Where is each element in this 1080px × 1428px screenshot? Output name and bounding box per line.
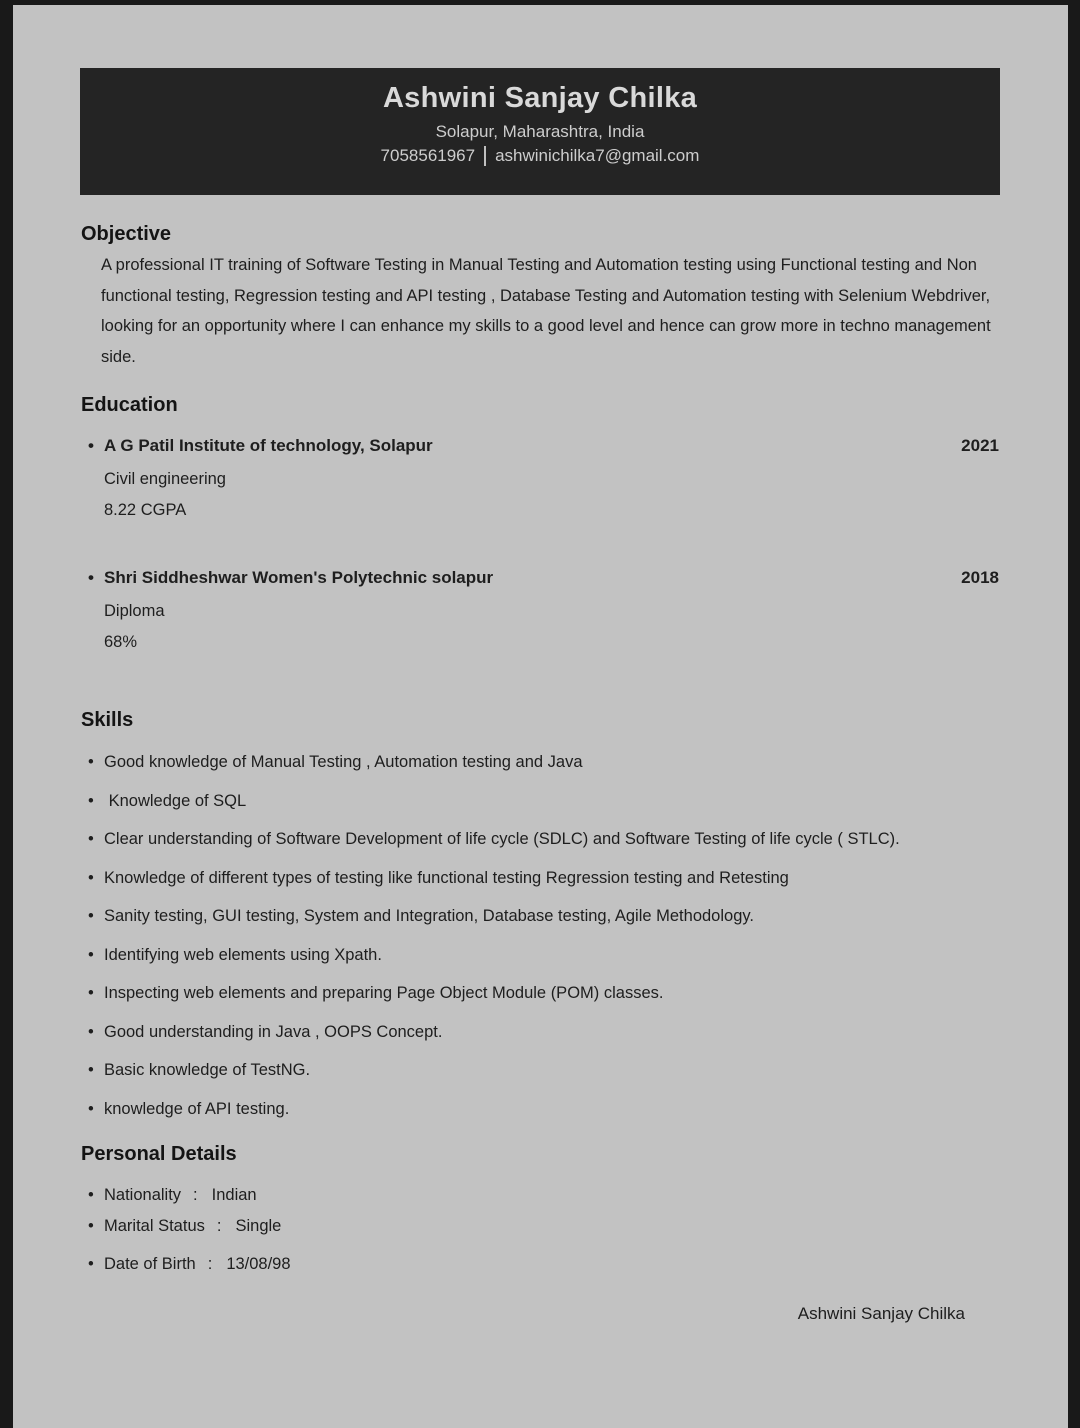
- score-value: 68%: [104, 633, 138, 651]
- skill-item: [81, 901, 999, 932]
- skill-item: [81, 824, 999, 855]
- bullet-icon: •: [88, 1254, 94, 1273]
- skill-text: Knowledge of different types of testing like functional testing Regression testing and Retesting: [104, 868, 789, 887]
- skill-item: [81, 1017, 999, 1048]
- signature-name: Ashwini Sanjay Chilka: [797, 1303, 965, 1323]
- detail-label: Marital Status: [104, 1216, 205, 1235]
- bullet-icon: •: [88, 1099, 94, 1118]
- education-list: [81, 433, 999, 658]
- skill-item: [81, 863, 999, 894]
- bullet-icon: •: [88, 984, 94, 1002]
- header-band: [80, 68, 1000, 195]
- bullet-icon: •: [88, 791, 94, 810]
- candidate-name: Ashwini Sanjay Chilka: [382, 82, 698, 114]
- education-details: [104, 596, 999, 658]
- skill-text: Identifying web elements using Xpath.: [104, 945, 382, 964]
- education-year: 2021: [961, 436, 999, 455]
- section-title-education: Education: [81, 394, 178, 416]
- candidate-location: Solapur, Maharashtra, India: [435, 122, 645, 141]
- detail-colon: :: [193, 1185, 198, 1204]
- bullet-icon: •: [88, 907, 94, 925]
- education-item: [81, 565, 999, 658]
- bullet-icon: •: [88, 1185, 94, 1204]
- skill-text: Sanity testing, GUI testing, System and Integration, Database testing, Agile Methodology.: [104, 907, 754, 925]
- degree-name: Diploma: [104, 602, 165, 620]
- skill-item: [81, 1094, 999, 1125]
- bullet-icon: •: [88, 568, 94, 587]
- degree-name: Civil engineering: [104, 470, 226, 488]
- skill-text: Inspecting web elements and preparing Page Object Module (POM) classes.: [104, 984, 664, 1002]
- section-title-objective: Objective: [81, 223, 172, 245]
- skill-item: [81, 940, 999, 971]
- bullet-icon: •: [88, 830, 94, 848]
- skill-item: [81, 978, 999, 1009]
- detail-value: Indian: [211, 1185, 257, 1204]
- email-address: ashwinichilka7@gmail.com: [495, 146, 700, 165]
- bullet-icon: •: [88, 436, 94, 455]
- skill-text: Good knowledge of Manual Testing , Automation testing and Java: [104, 753, 583, 771]
- skill-item: [81, 1055, 999, 1086]
- resume-body: [81, 195, 999, 1324]
- bullet-icon: •: [88, 753, 94, 771]
- bullet-icon: •: [88, 945, 94, 964]
- education-heading-row: [81, 565, 999, 591]
- vertical-divider: [484, 146, 486, 166]
- bullet-icon: •: [88, 1061, 94, 1079]
- institution-name: Shri Siddheshwar Women's Polytechnic solapur: [104, 568, 494, 587]
- bullet-icon: •: [88, 1216, 94, 1235]
- personal-detail-item: [81, 1252, 999, 1276]
- resume-page: [13, 5, 1068, 1428]
- objective-paragraph: A professional IT training of Software Testing in Manual Testing and Automation testing using Functional testing and Non functional testing, Regression testing and API testing , Database Testing and Automation testing with Selenium Webdriver, looking for an opportunity where I can enhance my skills to a good level and hence can grow more in techno management side.: [101, 256, 996, 366]
- institution-name: A G Patil Institute of technology, Solapur: [104, 436, 433, 455]
- bullet-icon: •: [88, 868, 94, 887]
- detail-colon: :: [216, 1216, 222, 1235]
- skill-text: Basic knowledge of TestNG.: [104, 1061, 311, 1079]
- detail-colon: :: [207, 1254, 213, 1273]
- detail-value: 13/08/98: [226, 1254, 291, 1273]
- skill-item: [81, 786, 999, 817]
- skill-text: knowledge of API testing.: [104, 1099, 290, 1118]
- skill-text: Knowledge of SQL: [104, 791, 247, 810]
- bullet-icon: •: [88, 1022, 94, 1041]
- education-details: [104, 464, 999, 526]
- phone-number: 7058561967: [380, 146, 476, 165]
- detail-value: Single: [235, 1216, 282, 1235]
- section-title-personal-details: Personal Details: [81, 1142, 237, 1165]
- education-year: 2018: [961, 568, 999, 587]
- education-heading-row: [81, 433, 999, 459]
- detail-label: Date of Birth: [104, 1254, 196, 1273]
- personal-detail-item: [81, 1183, 999, 1207]
- contact-line: [80, 146, 1000, 166]
- personal-details-list: [81, 1183, 999, 1276]
- detail-label: Nationality: [104, 1185, 182, 1204]
- skill-text: Clear understanding of Software Development of life cycle (SDLC) and Software Testing of life cycle ( STLC).: [104, 830, 900, 848]
- skill-item: [81, 747, 999, 778]
- skill-text: Good understanding in Java , OOPS Concept.: [104, 1022, 443, 1041]
- skills-list: [81, 747, 999, 1125]
- personal-detail-item: [81, 1214, 999, 1238]
- education-item: [81, 433, 999, 526]
- section-title-skills: Skills: [81, 709, 134, 731]
- score-value: 8.22 CGPA: [104, 501, 187, 519]
